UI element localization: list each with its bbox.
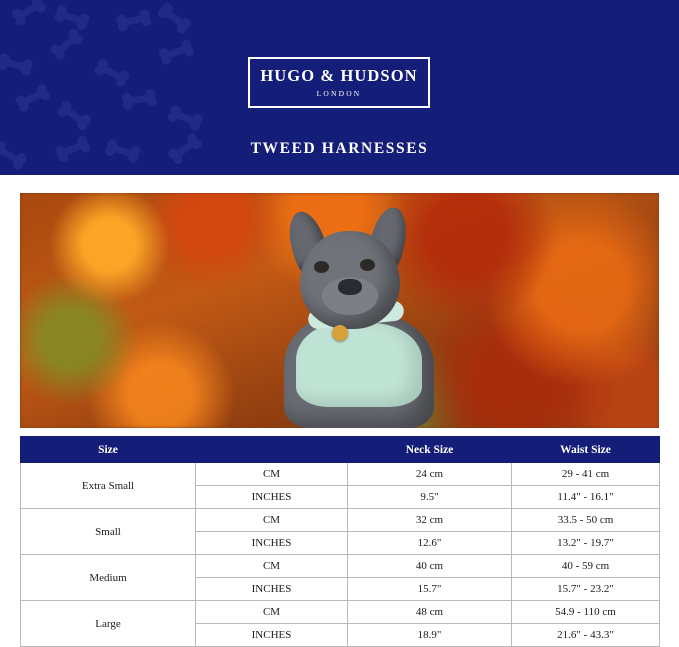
cell-size-name: Extra Small <box>21 463 196 509</box>
cell-neck: 40 cm <box>348 555 512 578</box>
size-chart <box>20 436 659 647</box>
cell-neck: 9.5" <box>348 486 512 509</box>
cell-unit: INCHES <box>196 624 348 647</box>
cell-waist: 40 - 59 cm <box>512 555 660 578</box>
table-row <box>21 555 660 578</box>
column-header-size: Size <box>21 437 196 463</box>
brand-logo <box>248 57 430 108</box>
dog-eye-right <box>360 259 375 271</box>
cell-unit: INCHES <box>196 532 348 555</box>
cell-waist: 29 - 41 cm <box>512 463 660 486</box>
dog-illustration <box>256 205 466 428</box>
table-row <box>21 463 660 486</box>
collar-tag-icon <box>332 325 348 341</box>
cell-neck: 48 cm <box>348 601 512 624</box>
brand-logo-location: LONDON <box>316 88 362 98</box>
product-photo <box>20 193 659 428</box>
size-table <box>20 436 660 647</box>
cell-waist: 15.7" - 23.2" <box>512 578 660 601</box>
brand-logo-name: HUGO & HUDSON <box>260 66 418 85</box>
table-header-row <box>21 437 660 463</box>
cell-unit: CM <box>196 601 348 624</box>
table-row <box>21 601 660 624</box>
cell-waist: 13.2" - 19.7" <box>512 532 660 555</box>
cell-unit: INCHES <box>196 578 348 601</box>
cell-size-name: Large <box>21 601 196 647</box>
page-title: TWEED HARNESSES <box>250 140 429 157</box>
column-header-waist-size: Waist Size <box>512 437 660 463</box>
column-header-neck-size: Neck Size <box>348 437 512 463</box>
cell-neck: 12.6" <box>348 532 512 555</box>
dog-nose <box>338 279 362 295</box>
page-header <box>0 0 679 175</box>
cell-unit: CM <box>196 463 348 486</box>
cell-neck: 15.7" <box>348 578 512 601</box>
cell-neck: 32 cm <box>348 509 512 532</box>
cell-unit: INCHES <box>196 486 348 509</box>
cell-waist: 54.9 - 110 cm <box>512 601 660 624</box>
column-header-unit <box>196 437 348 463</box>
cell-waist: 33.5 - 50 cm <box>512 509 660 532</box>
table-row <box>21 509 660 532</box>
cell-size-name: Small <box>21 509 196 555</box>
cell-waist: 11.4" - 16.1" <box>512 486 660 509</box>
tweed-harness <box>296 323 422 407</box>
cell-unit: CM <box>196 555 348 578</box>
cell-neck: 24 cm <box>348 463 512 486</box>
dog-eye-left <box>314 261 329 273</box>
cell-unit: CM <box>196 509 348 532</box>
cell-size-name: Medium <box>21 555 196 601</box>
cell-waist: 21.6" - 43.3" <box>512 624 660 647</box>
cell-neck: 18.9" <box>348 624 512 647</box>
